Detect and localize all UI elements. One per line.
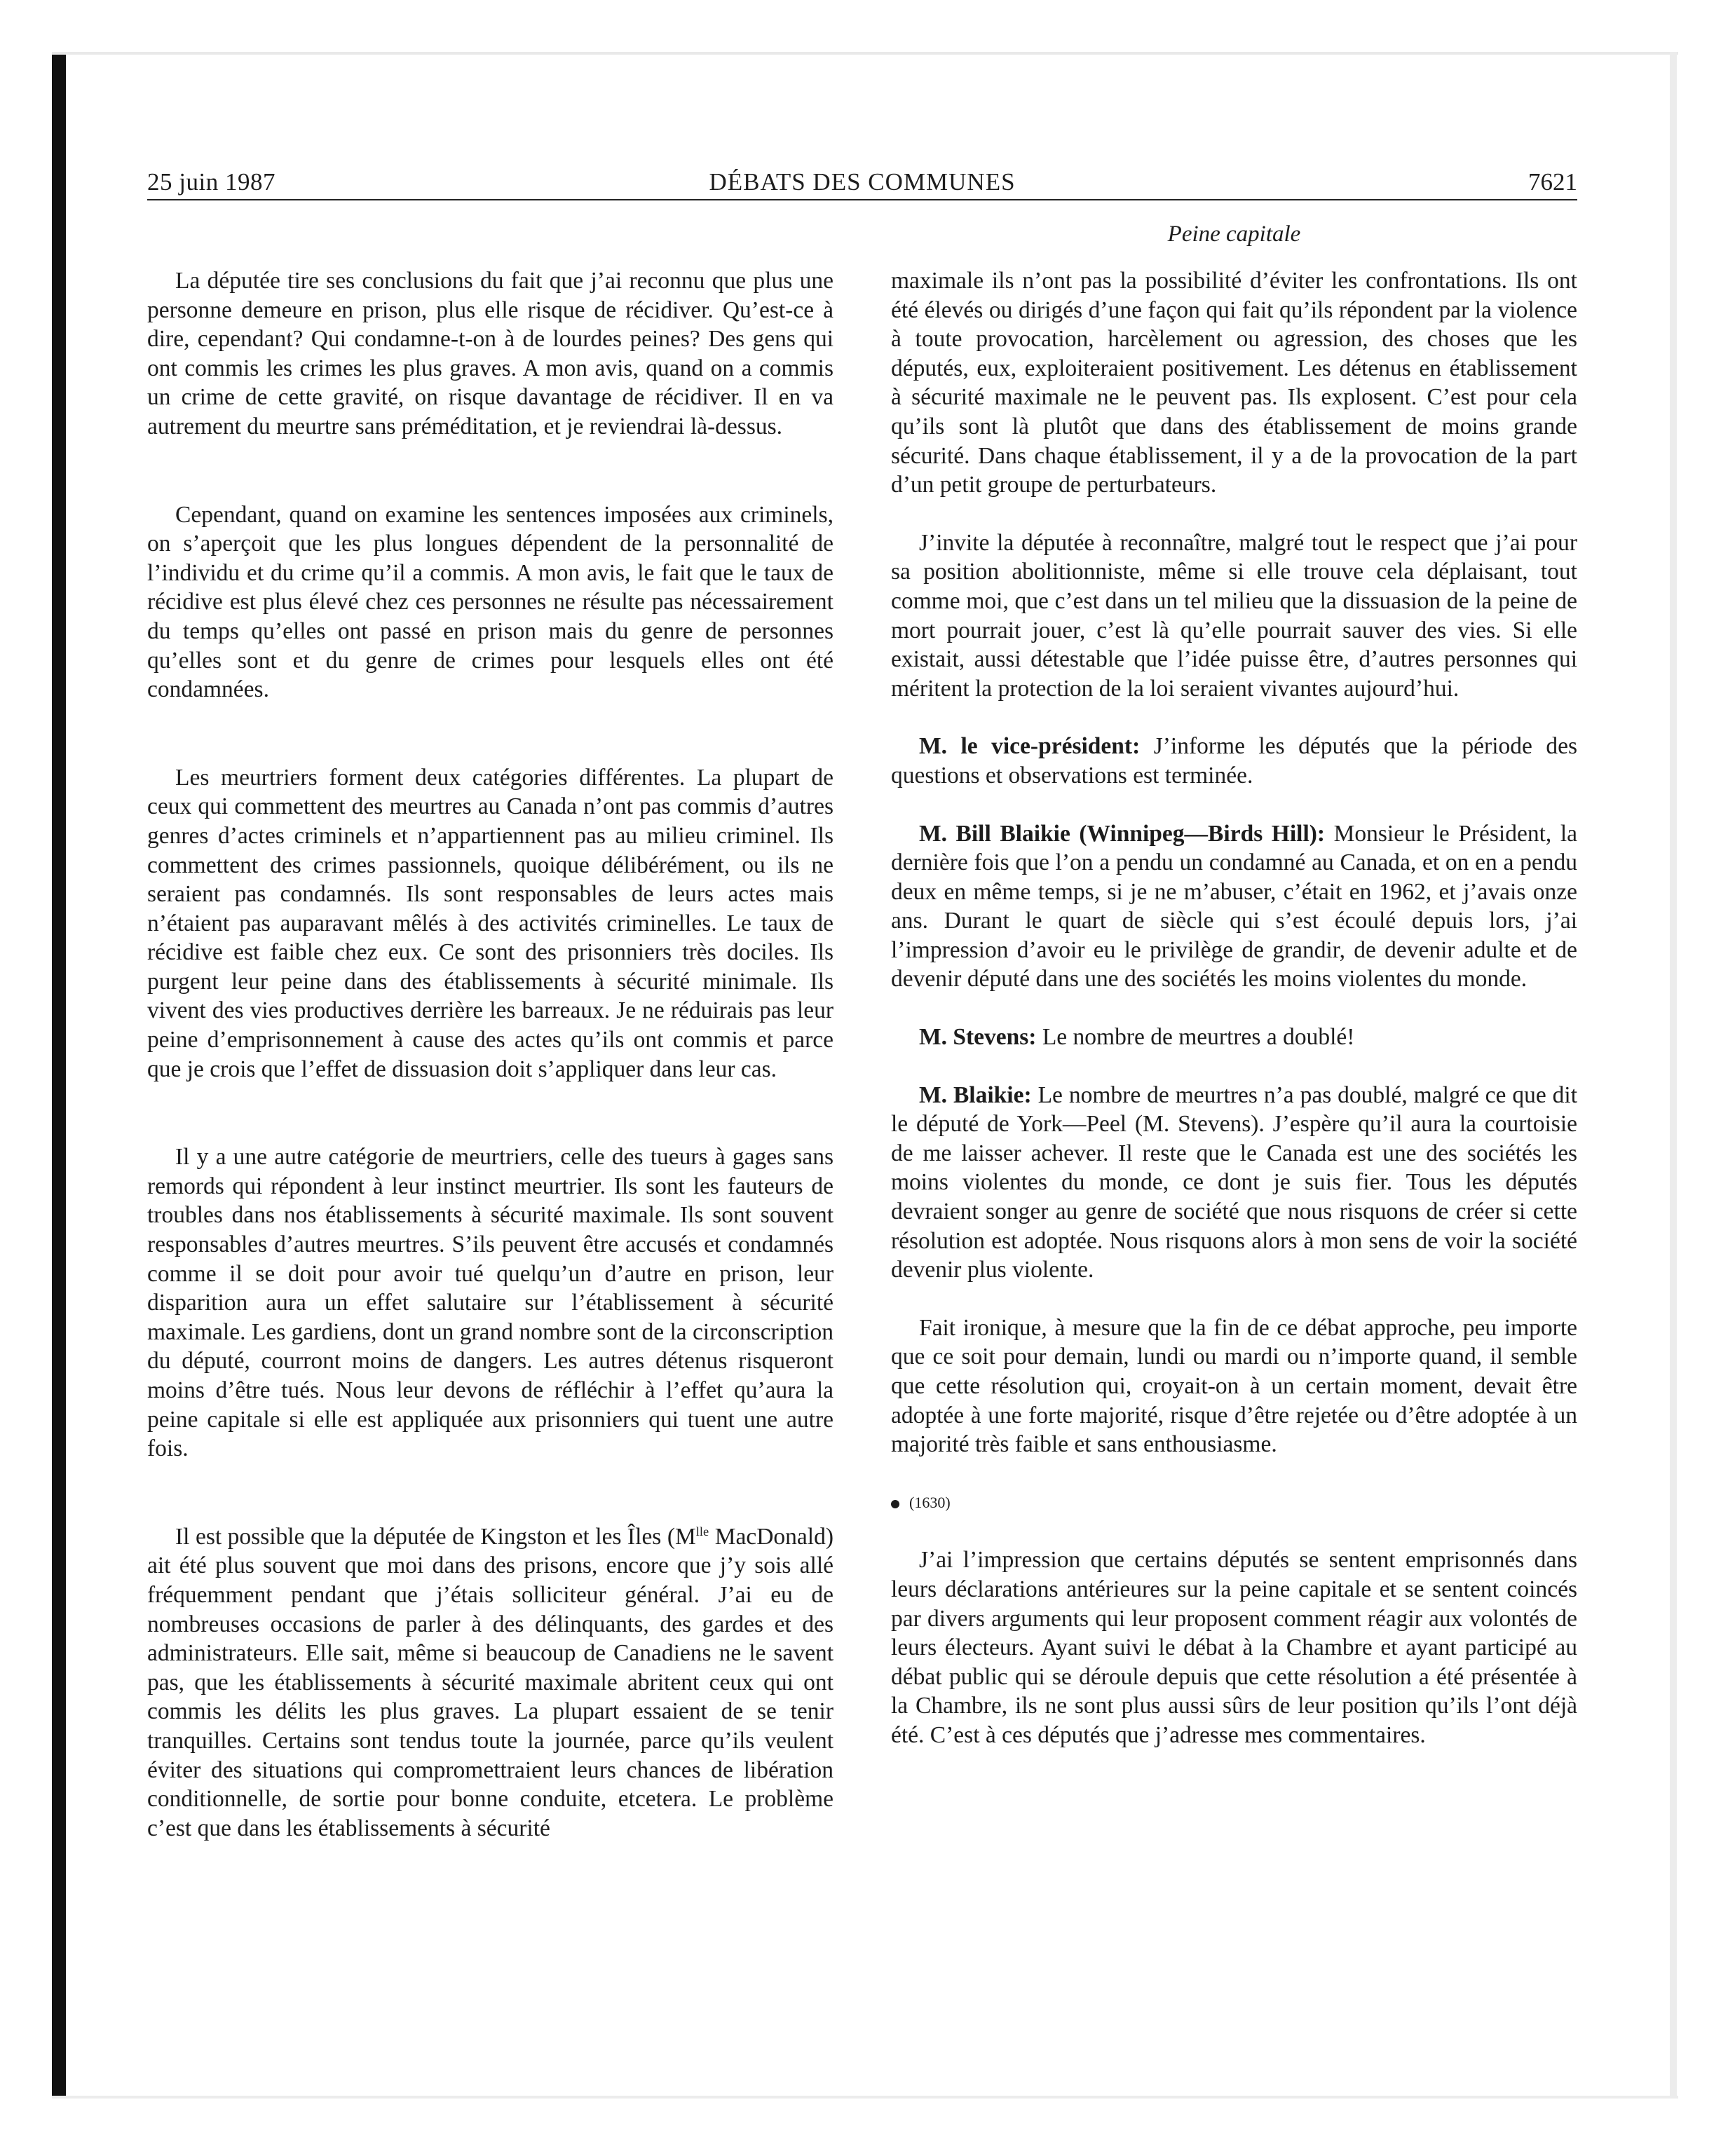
speech-blaikie-2 [891,1081,1577,1285]
time-marker-text: (1630) [909,1493,951,1511]
speech-vice-president [891,732,1577,790]
speech-stevens-text: Le nombre de meurtres a doublé! [1036,1024,1355,1051]
speech-blaikie-2-text: Le nombre de meurtres n’a pas doublé, malgré ce que dit le député de York—Peel (M. Stevens). J’espère qu’il aura la courtoisie de me laisser achever. Il reste que le Canada est une des sociétés les moins violentes du monde, ce dont je suis fier. Tous les députés devraient songer au genre de société que nous risquons de créer si cette résolution est adoptée. Nous risquons alors à mon sens de voir la société devenir plus violente. [891,1082,1577,1283]
header-page-number: 7621 [1528,168,1577,196]
bullet-dot-icon [891,1500,899,1508]
section-title: Peine capitale [1167,221,1301,247]
speaker-stevens: M. Stevens: [919,1024,1037,1051]
speaker-vice-president: M. le vice-président: [919,733,1141,760]
left-paragraph-3: Les meurtriers forment deux catégories différentes. La plupart de ceux qui commettent des meurtres au Canada n’ont pas commis d’autres genres d’actes criminels et n’appartiennent pas au milieu criminel. Ils commettent des crimes passionnels, quoique délibérément, ou ils ne seraient pas condamnés. Ils sont responsables de leurs actes mais n’étaient pas auparavant mêlés à des activités criminelles. Le taux de récidive est faible chez eux. Ce sont des prisonniers très dociles. Ils purgent leur peine dans des établissements à sécurité minimale. Ils vivent des vies productives derrière les barreaux. Je ne réduirais pas leur peine d’emprisonnement à cause des actes qu’ils ont commis et parce que je crois que l’effet de dissuasion doit s’appliquer dans leur cas. [147,764,834,1082]
left-column [147,266,834,1843]
left-paragraph-2: Cependant, quand on examine les sentences imposées aux criminels, on s’aperçoit que les plus longues dépendent de la personnalité de l’individu et du crime qu’il a commis. A mon avis, le fait que le taux de récidive est plus élevé chez ces personnes ne résulte pas nécessairement du temps qu’elles ont passé en prison mais du genre de personnes qu’elles sont et du genre de crimes pour lesquels elles ont été condamnées. [147,501,834,703]
left-paragraph-4: Il y a une autre catégorie de meurtriers, celle des tueurs à gages sans remords qui répondent à leur instinct meurtrier. Ils sont les fauteurs de troubles dans nos établissements à sécurité maximale. Ils sont souvent responsables d’autres meurtres. S’ils peuvent être accusés et condamnés comme il se doit pour avoir tué quelqu’un d’autre en prison, leur disparition aura un effet salutaire sur l’établissement à sécurité maximale. Les gardiens, dont un grand nombre sont de la circonscription du député, courront moins de dangers. Les autres détenus risqueront moins d’être tués. Nous leur devons de réfléchir à l’effet qu’aura la peine capitale si elle est appliquée aux prisonniers qui tuent une autre fois. [147,1144,834,1462]
header-date: 25 juin 1987 [147,168,275,196]
right-paragraph-1: maximale ils n’ont pas la possibilité d’éviter les confrontations. Ils ont été élevés ou dirigés d’une façon qui fait qu’ils répondent par la violence à toute provocation, harcèlement ou agression, des choses que les députés, eux, exploiteraient positivement. Les détenus en établissement à sécurité maximale ne le peuvent pas. Ils explosent. C’est pour cela qu’ils sont là plutôt que dans des établissement de moins grande sécurité. Dans chaque établissement, il y a de la provocation de la part d’un petit groupe de perturbateurs. [891,268,1577,498]
speaker-bill-blaikie: M. Bill Blaikie (Winnipeg—Birds Hill): [919,820,1326,847]
time-marker [891,1488,1577,1517]
scan-border-left [52,52,66,2099]
speech-blaikie-1-text: Monsieur le Président, la dernière fois que l’on a pendu un condamné au Canada, et on en a pendu deux en même temps, si je ne m’abuser, c’était en 1962, et j’avais onze ans. Durant le quart de siècle qui s’est écoulé depuis lors, j’ai l’impression d’avoir eu le privilège de grandir, de devenir adulte et de devenir député dans une des sociétés les moins violentes du monde. [891,820,1577,992]
page-header [147,165,1577,200]
scan-border-top [52,52,1678,55]
right-column [891,266,1577,1750]
left-paragraph-5-start: Il est possible que la députée de Kingston et les Îles (M [175,1523,696,1550]
left-paragraph-1: La députée tire ses conclusions du fait que j’ai reconnu que plus une personne demeure en prison, plus elle risque de récidiver. Qu’est-ce à dire, cependant? Qui condamne-t-on à de lourdes peines? Des gens qui ont commis les crimes les plus graves. A mon avis, quand on a commis un crime de cette gravité, on risque davantage de récidiver. Il en va autrement du meurtre sans préméditation, et je reviendrai là-dessus. [147,268,834,439]
speaker-blaikie: M. Blaikie: [919,1082,1032,1108]
header-title: DÉBATS DES COMMUNES [709,168,1016,196]
right-paragraph-2: J’invite la députée à reconnaître, malgré tout le respect que j’ai pour sa position abolitionniste, même si elle trouve cela déplaisant, tout comme moi, que c’est dans un tel milieu que la dissuasion de la peine de mort pourrait jouer, c’est là qu’elle pourrait sauver des vies. Si elle existait, aussi détestable que l’idée puisse être, d’autres personnes qui méritent la protection de la loi seraient vivantes aujourd’hui. [891,529,1577,702]
right-paragraph-7: Fait ironique, à mesure que la fin de ce débat approche, peu importe que ce soit pour demain, lundi ou mardi ou n’importe quand, il semble que cette résolution qui, croyait-on à un certain moment, devait être adoptée à une forte majorité, risque d’être rejetée ou d’être adoptée à un majorité très faible et sans enthousiasme. [891,1314,1577,1458]
mlle-superscript: lle [695,1524,709,1538]
speech-blaikie-1 [891,819,1577,995]
speech-vice-president-text: J’informe les députés que la période des questions et observations est terminée. [891,733,1577,789]
speech-stevens [891,1023,1577,1052]
scan-border-bottom [52,2096,1678,2099]
scan-border-right [1670,52,1677,2099]
left-paragraph-5-rest: MacDonald) ait été plus souvent que moi dans des prisons, encore que j’y sois allé fréquemment pendant que j’étais solliciteur général. J’ai eu de nombreuses occasions de parler à des délinquants, des gardes et des administrateurs. Elle sait, même si beaucoup de Canadiens ne le savent pas, que les établissements à sécurité maximale abritent ceux qui ont commis les délits les plus graves. La plupart essaient de se tenir tranquilles. Certains sont tendus toute la journée, parce qu’ils veulent éviter des situations qui compromettraient leurs chances de libération conditionnelle, de sortie pour bonne conduite, etcetera. Le problème c’est que dans les établissements à sécurité [147,1523,834,1841]
left-paragraph-5 [147,1522,834,1843]
right-paragraph-8: J’ai l’impression que certains députés se sentent emprisonnés dans leurs déclarations antérieures sur la peine capitale et se sentent coincés par divers arguments qui leur proposent comment réagir aux volontés de leurs électeurs. Ayant suivi le débat à la Chambre et ayant participé au débat public qui se déroule depuis que cette résolution a été présentée à la Chambre, ils ne sont plus aussi sûrs de leur position qu’ils l’ont déjà été. C’est à ces députés que j’adresse mes commentaires. [891,1547,1577,1748]
